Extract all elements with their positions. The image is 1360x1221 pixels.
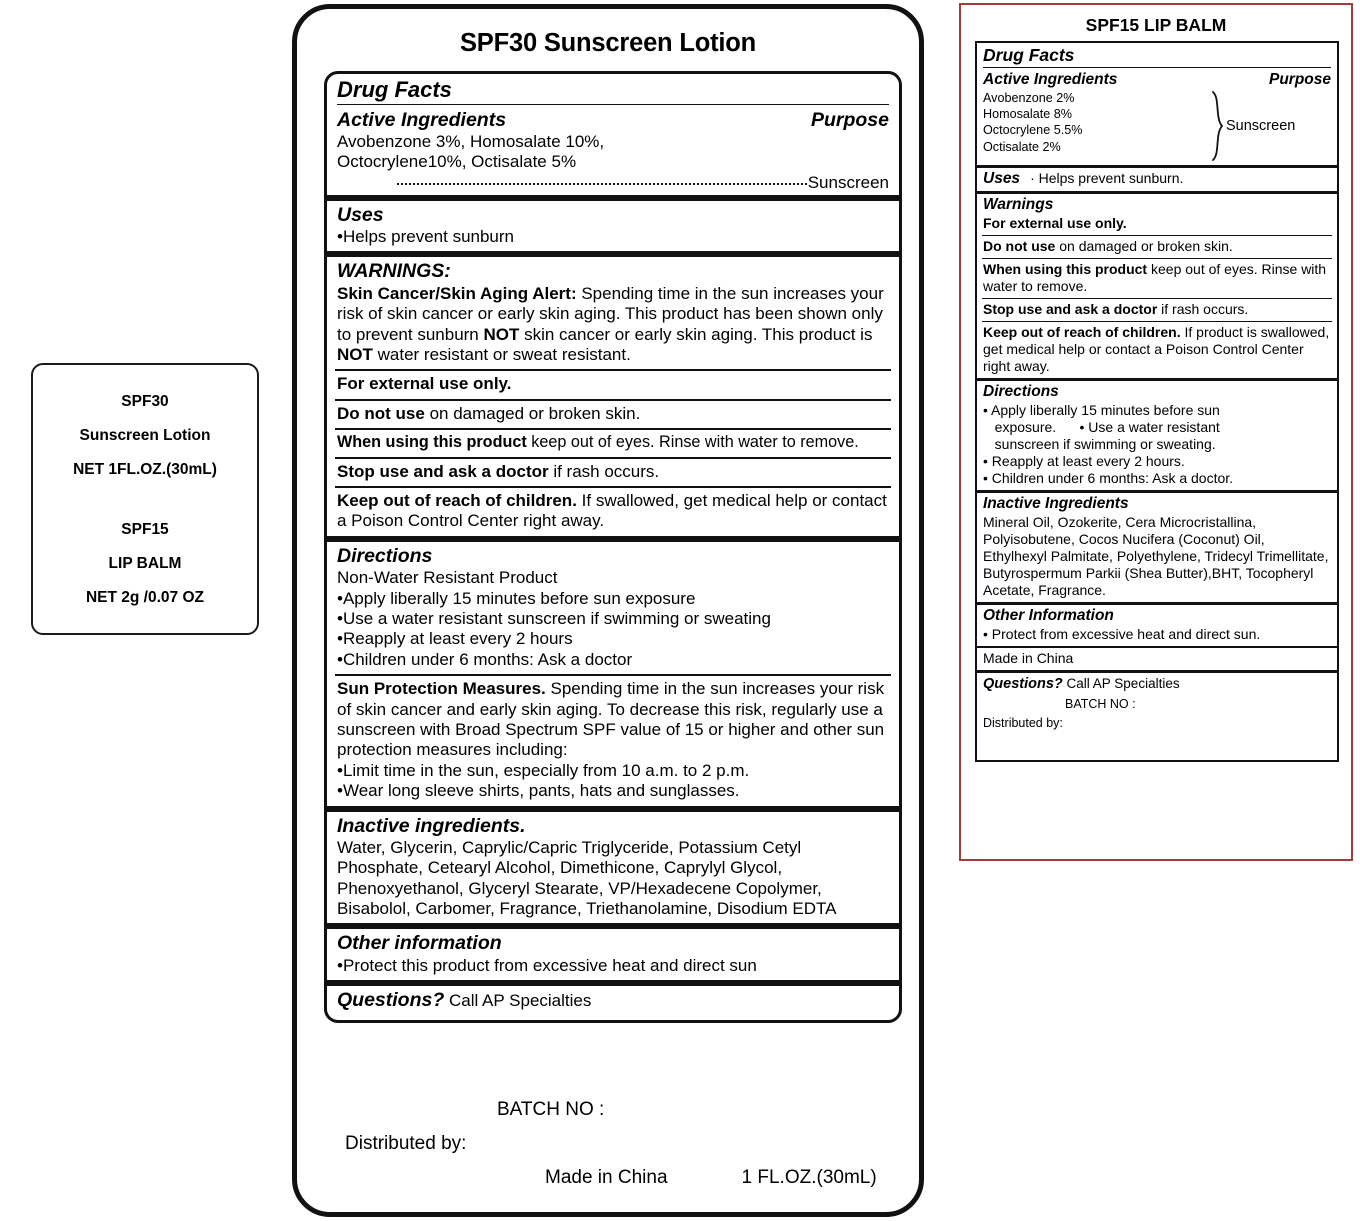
lotion-keep-out-bold: Keep out of reach of children. <box>337 491 577 511</box>
lotion-spm-rest: Spending time in the sun increases your risk of skin cancer and early skin aging. To decrease this risk, regularly use a sunscreen with Broad Spectrum SPF value of 15 or higher and other sun protection measures including: <box>337 679 885 760</box>
lotion-sun-protection-section <box>327 676 899 805</box>
lipbalm-directions-heading: Directions <box>983 383 1059 401</box>
lipbalm-title: SPF15 LIP BALM <box>1085 15 1227 35</box>
lipbalm-uses-line: · Helps prevent sunburn. <box>1030 169 1184 186</box>
summary-net-contents: NET 1FL.OZ.(30mL) <box>73 461 217 478</box>
lotion-purpose-heading: Purpose <box>810 108 889 131</box>
lipbalm-direction-line: • Children under 6 months: Ask a doctor. <box>983 470 1234 487</box>
lipbalm-active-heading: Active Ingredients <box>983 71 1118 88</box>
summary-spf30: SPF30 <box>121 393 169 410</box>
lotion-spm-bold: Sun Protection Measures. <box>337 679 546 699</box>
lipbalm-stop-use-bold: Stop use and ask a doctor <box>983 301 1158 318</box>
lipbalm-keep-out-section <box>977 322 1337 378</box>
lipbalm-uses-heading: Uses <box>983 169 1021 187</box>
lotion-stop-use-rest: if rash occurs. <box>548 461 660 481</box>
lotion-direction-item: •Use a water resistant sunscreen if swimming or sweating <box>337 608 771 628</box>
lipbalm-stop-use-rest: if rash occurs. <box>1157 301 1249 318</box>
lipbalm-directions-section <box>977 381 1337 490</box>
lotion-warnings-heading: WARNINGS: <box>337 260 451 283</box>
lipbalm-active-item: Octisalate 2% <box>983 139 1061 154</box>
lipbalm-do-not-use-rest: on damaged or broken skin. <box>1055 237 1233 254</box>
lotion-uses-section <box>327 201 899 252</box>
lotion-skin-cancer-alert <box>337 284 889 366</box>
lipbalm-other-info-section <box>977 605 1337 646</box>
lipbalm-keep-out-bold: Keep out of reach of children. <box>983 324 1181 341</box>
lotion-spm-item: •Limit time in the sun, especially from 10 a.m. to 2 p.m. <box>337 760 750 780</box>
lotion-batch-no: BATCH NO : <box>497 1099 605 1120</box>
lotion-keep-out-rest: If swallowed, get medical help or contact a Poison Control Center right away. <box>337 491 887 531</box>
lipbalm-external-use: For external use only. <box>983 214 1127 231</box>
lipbalm-keep-out-rest: If product is swallowed, get medical help or contact a Poison Control Center right away. <box>983 324 1330 375</box>
lipbalm-drug-facts-heading: Drug Facts <box>983 45 1075 65</box>
lotion-drug-facts-heading: Drug Facts <box>337 77 452 102</box>
lotion-do-not-use-rest: on damaged or broken skin. <box>424 403 641 423</box>
lotion-drug-facts-heading-section <box>327 74 899 109</box>
lipbalm-active-item: Homosalate 8% <box>983 106 1072 121</box>
lipbalm-warnings-heading: Warnings <box>983 196 1054 214</box>
lipbalm-other-info-heading: Other Information <box>983 607 1114 625</box>
lipbalm-made-in-section <box>977 648 1337 670</box>
lipbalm-other-info-line: • Protect from excessive heat and direct sun. <box>983 625 1261 642</box>
alert-not-1: NOT <box>483 324 520 344</box>
lotion-active-ingredients-section <box>327 109 899 195</box>
lotion-inactive-section <box>327 812 899 924</box>
lotion-net-contents: 1 FL.OZ.(30mL) <box>741 1167 877 1188</box>
product-summary-box <box>31 363 259 635</box>
lip-balm-label <box>959 3 1353 861</box>
lipbalm-direction-line: exposure. • Use a water resistant <box>983 419 1220 436</box>
lipbalm-drug-facts-heading-section <box>977 43 1337 71</box>
lipbalm-distributed-by: Distributed by: <box>983 716 1063 731</box>
lotion-do-not-use-bold: Do not use <box>337 403 425 423</box>
lipbalm-active-item: Avobenzone 2% <box>983 90 1075 105</box>
lotion-when-using-section <box>327 430 899 456</box>
lipbalm-inactive-heading: Inactive Ingredients <box>983 495 1129 513</box>
lotion-drug-facts-box <box>324 71 902 1023</box>
lotion-direction-item: •Children under 6 months: Ask a doctor <box>337 649 633 669</box>
lotion-uses-heading: Uses <box>337 203 384 226</box>
lipbalm-uses-section <box>977 168 1337 192</box>
summary-spf15: SPF15 <box>121 521 169 538</box>
lipbalm-active-item: Octocrylene 5.5% <box>983 123 1083 138</box>
lotion-active-line-2: Octocrylene10%, Octisalate 5% <box>337 152 577 172</box>
lotion-external-use: For external use only. <box>337 374 512 394</box>
lotion-stop-use-bold: Stop use and ask a doctor <box>337 461 549 481</box>
grouping-brace-icon <box>1211 90 1225 162</box>
lotion-inactive-heading: Inactive ingredients. <box>337 814 526 837</box>
lipbalm-made-in: Made in China <box>983 650 1074 667</box>
lipbalm-do-not-use-section <box>977 236 1337 258</box>
alert-text-1: Spending time in the sun increases your risk of skin cancer or early skin aging. This product has been shown only to prevent sunburn <box>337 283 884 344</box>
lotion-questions-heading: Questions? <box>337 989 445 1012</box>
lipbalm-stop-use-section <box>977 299 1337 321</box>
lotion-spm-item: •Wear long sleeve shirts, pants, hats and sunglasses. <box>337 781 740 801</box>
lotion-inactive-body: Water, Glycerin, Caprylic/Capric Triglyceride, Potassium Cetyl Phosphate, Cetearyl Alcohol, Dimethicone, Caprylyl Glycol, Phenoxyethanol, Glyceryl Stearate, VP/Hexadecene Copolymer, Bisabolol, Carbomer, Fragrance, Triethanolamine, Disodium EDTA <box>337 837 837 919</box>
alert-not-2: NOT <box>337 345 373 365</box>
summary-lipbalm-name: LIP BALM <box>108 555 182 572</box>
lotion-active-line-1: Avobenzone 3%, Homosalate 10%, <box>337 131 605 151</box>
lotion-active-purpose: Sunscreen <box>807 172 889 192</box>
lotion-questions-section <box>327 986 899 1019</box>
lipbalm-inactive-section <box>977 493 1337 602</box>
lotion-title: SPF30 Sunscreen Lotion <box>460 29 756 57</box>
dotted-leader <box>397 173 807 185</box>
lipbalm-questions-rest: Call AP Specialties <box>1062 676 1180 692</box>
alert-bold-label: Skin Cancer/Skin Aging Alert: <box>337 283 577 303</box>
lotion-uses-line: •Helps prevent sunburn <box>337 227 514 247</box>
lipbalm-drug-facts-box <box>975 41 1339 762</box>
lotion-stop-use-section <box>327 459 899 486</box>
lipbalm-direction-line: • Apply liberally 15 minutes before sun <box>983 402 1220 418</box>
lipbalm-when-using-bold: When using this product <box>983 260 1148 277</box>
lipbalm-when-using-rest: keep out of eyes. Rinse with water to remove. <box>983 260 1327 295</box>
lipbalm-inactive-body: Mineral Oil, Ozokerite, Cera Microcristallina, Polyisobutene, Cocos Nucifera (Coconut) Oil, Ethylhexyl Palmitate, Polyethylene, Tridecyl Trimellitate, Butyrospermum Parkii (Shea Butter),BHT, Tocopheryl Acetate, Fragrance. <box>983 513 1329 599</box>
lipbalm-when-using-section <box>977 259 1337 298</box>
lotion-directions-heading: Directions <box>337 544 433 567</box>
divider <box>983 67 1331 68</box>
lipbalm-batch-no: BATCH NO : <box>1065 697 1136 712</box>
lotion-directions-sub: Non-Water Resistant Product <box>337 568 558 588</box>
summary-lipbalm-net: NET 2g /0.07 OZ <box>85 589 204 606</box>
lotion-direction-item: •Reapply at least every 2 hours <box>337 629 573 649</box>
lotion-other-info-heading: Other information <box>337 932 502 955</box>
lotion-directions-section <box>327 542 899 674</box>
lotion-distributed-by: Distributed by: <box>345 1133 467 1154</box>
lipbalm-active-ingredients-section <box>977 71 1337 165</box>
lipbalm-direction-line: sunscreen if swimming or sweating. <box>983 436 1216 453</box>
lotion-active-heading: Active Ingredients <box>337 108 507 131</box>
lipbalm-direction-line: • Reapply at least every 2 hours. <box>983 453 1185 470</box>
alert-text-2: skin cancer or early skin aging. This product is <box>519 324 873 344</box>
alert-text-3: water resistant or sweat resistant. <box>372 345 631 365</box>
sunscreen-lotion-label <box>292 4 924 1217</box>
divider <box>337 104 889 105</box>
lipbalm-purpose-heading: Purpose <box>1268 71 1331 88</box>
summary-product-name: Sunscreen Lotion <box>79 427 211 444</box>
lotion-when-using-bold: When using this product <box>337 433 527 452</box>
lipbalm-warnings-section <box>977 194 1337 235</box>
lotion-made-in: Made in China <box>545 1167 668 1188</box>
lipbalm-questions-section <box>977 673 1337 760</box>
lotion-other-info-line: •Protect this product from excessive heat and direct sun <box>337 955 757 975</box>
lotion-other-info-section <box>327 929 899 980</box>
lotion-footer <box>297 1099 919 1189</box>
lipbalm-purpose-value: Sunscreen <box>1226 117 1296 134</box>
lotion-when-using-rest: keep out of eyes. Rinse with water to remove. <box>526 433 859 452</box>
lotion-warnings-section <box>327 257 899 369</box>
lotion-do-not-use-section <box>327 401 899 428</box>
lotion-questions-rest: Call AP Specialties <box>444 991 592 1011</box>
lotion-direction-item: •Apply liberally 15 minutes before sun exposure <box>337 588 696 608</box>
lotion-keep-out-section <box>327 488 899 536</box>
lipbalm-do-not-use-bold: Do not use <box>983 237 1056 254</box>
lipbalm-questions-heading: Questions? <box>983 676 1063 693</box>
lotion-external-use-section <box>327 371 899 398</box>
